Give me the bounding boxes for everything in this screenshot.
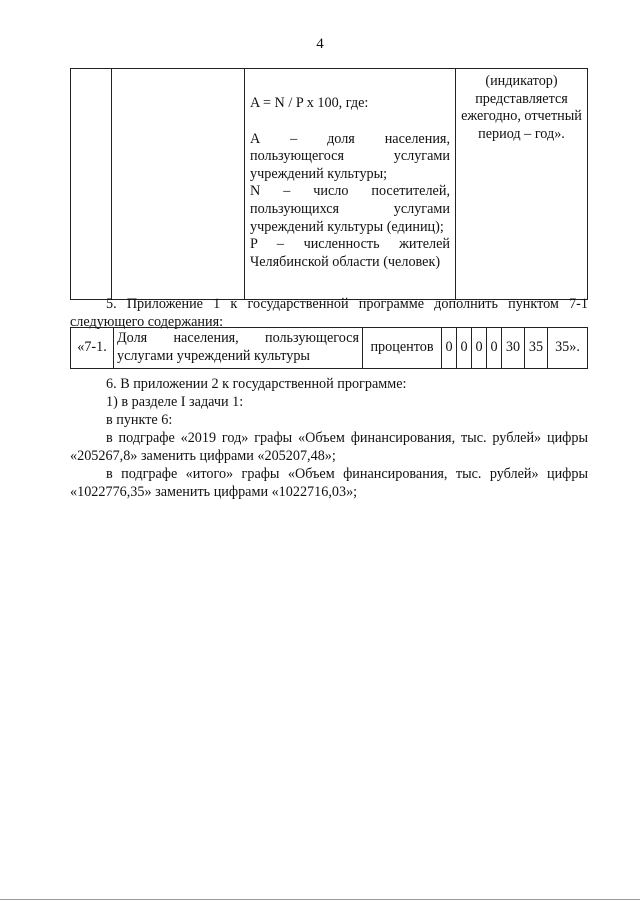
value-cell-2: 0 xyxy=(457,328,472,369)
paragraph-6-3: в подграфе «2019 год» графы «Объем финансирования, тыс. рублей» цифры «205267,8» заменить цифрами «205207,48»; xyxy=(70,430,588,464)
note-cell xyxy=(456,69,588,300)
indicator-row-table xyxy=(70,327,588,369)
paragraph-6-4: в подграфе «итого» графы «Объем финансирования, тыс. рублей» цифры «1022776,35» заменить цифрами «1022716,03»; xyxy=(70,466,588,500)
value-cell-7: 35». xyxy=(548,328,588,369)
indicator-name-line-2: услугами учреждений культуры xyxy=(117,348,310,364)
page-bottom-edge xyxy=(0,899,640,900)
formula-line: A = N / P x 100, где: xyxy=(250,95,369,111)
definition-a: А – доля населения, пользующегося услугами учреждений культуры; xyxy=(250,130,450,182)
paragraph-6-2: в пункте 6: xyxy=(106,412,173,428)
periodicity-note: (индикатор) представляется ежегодно, отчетный период – год». xyxy=(461,73,582,142)
value-cell-5: 30 xyxy=(502,328,525,369)
indicator-table-fragment xyxy=(70,68,588,300)
indicator-name-line-1: Доля населения, пользующегося xyxy=(117,330,359,347)
paragraph-6-1: 1) в разделе I задачи 1: xyxy=(106,394,244,410)
paragraph-6: 6. В приложении 2 к государственной программе: xyxy=(106,376,407,392)
table-cell-empty-2 xyxy=(112,69,245,300)
row-number: «7-1. xyxy=(71,328,114,369)
value-cell-4: 0 xyxy=(487,328,502,369)
value-cell-3: 0 xyxy=(472,328,487,369)
value-cell-1: 0 xyxy=(442,328,457,369)
definition-p: P – численность жителей Челябинской области (человек) xyxy=(250,236,450,270)
definition-n: N – число посетителей, пользующихся услугами учреждений культуры (единиц); xyxy=(250,183,450,235)
page-number: 4 xyxy=(316,36,324,52)
unit-cell: процентов xyxy=(363,328,442,369)
formula-cell xyxy=(245,69,456,300)
indicator-name xyxy=(114,328,363,369)
paragraph-5: 5. Приложение 1 к государственной программе дополнить пунктом 7-1 следующего содержания: xyxy=(70,296,588,330)
table-cell-empty-1 xyxy=(71,69,112,300)
value-cell-6: 35 xyxy=(525,328,548,369)
